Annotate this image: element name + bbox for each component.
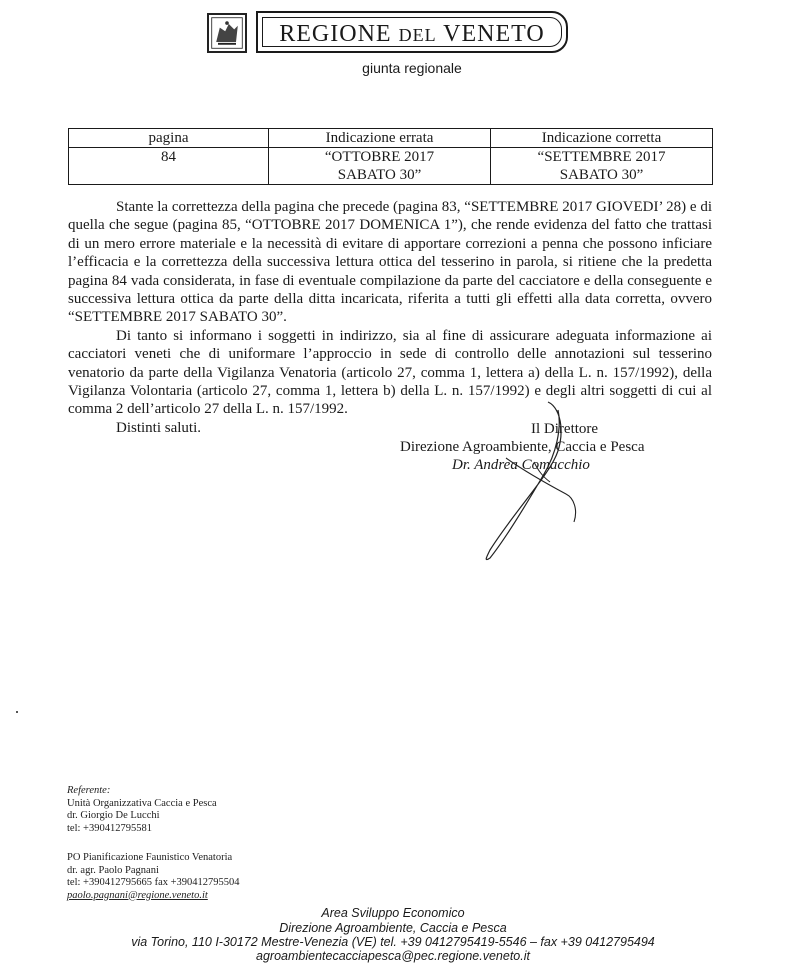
po-unit: PO Pianificazione Faunistico Venatoria — [67, 852, 233, 863]
margin-mark — [16, 711, 18, 713]
table-row — [69, 148, 713, 185]
referente-person: dr. Giorgio De Lucchi — [67, 810, 160, 821]
correct-line-1: “SETTEMBRE 2017 — [537, 149, 666, 165]
closing: Distinti saluti. — [116, 419, 202, 436]
table-cell-wrong — [269, 148, 491, 185]
org-subtitle: giunta regionale — [362, 60, 462, 76]
footer-direction: Direzione Agroambiente, Caccia e Pesca — [279, 921, 507, 935]
table-header-row — [69, 129, 713, 148]
handwritten-signature — [470, 398, 590, 568]
footer-address: via Torino, 110 I-30172 Mestre-Venezia (VE) tel. +39 0412795419-5546 – fax +39 0412795494 — [131, 935, 655, 949]
referente-tel: tel: +390412795581 — [67, 822, 152, 834]
referente-block — [67, 785, 217, 835]
table-header-correct: Indicazione corretta — [491, 129, 713, 148]
referente-unit: Unità Organizzativa Caccia e Pesca — [67, 797, 217, 809]
po-tel: tel: +390412795665 fax +390412795504 — [67, 877, 240, 888]
table-header-wrong: Indicazione errata — [269, 129, 491, 148]
paragraph-1: Stante la correttezza della pagina che precede (pagina 83, “SETTEMBRE 2017 GIOVEDI’ 28) e di quella che segue (pagina 85, “OTTOBRE 2017 DOMENICA 1”), che rende evidenza del fatto che trattasi di un mero errore materiale e la necessità di evitare di apportare correzioni a penna che possono inficiare l’efficacia e la correttezza della successiva lettura ottica del tesserino in parola, si ritiene che la predetta pagina 84 vada considerata, in fase di eventuale compilazione da parte del cacciatore e della conseguente e successiva lettura ottica da parte della ditta incaricata, riferita a tutti gli effetti alla data corretta, ovvero “SETTEMBRE 2017 SABATO 30”. — [68, 199, 712, 326]
correction-table — [68, 128, 713, 185]
wrong-line-1: “OTTOBRE 2017 — [324, 149, 435, 165]
letter-body — [68, 198, 712, 437]
referente-label: Referente: — [67, 785, 111, 796]
table-cell-page: 84 — [69, 148, 269, 185]
org-title-end: VENETO — [443, 21, 545, 47]
org-title-small: DEL — [398, 25, 437, 45]
footer-area: Area Sviluppo Economico — [321, 906, 465, 920]
org-title-box — [256, 11, 568, 53]
po-email-link[interactable]: paolo.pagnani@regione.veneto.it — [67, 889, 208, 901]
table-cell-correct — [491, 148, 713, 185]
org-title — [258, 21, 566, 48]
org-title-main: REGIONE — [279, 21, 392, 47]
wrong-line-2: SABATO 30” — [337, 167, 422, 183]
po-person: dr. agr. Paolo Pagnani — [67, 864, 159, 876]
signature-role: Il Direttore — [531, 421, 599, 437]
table-header-page: pagina — [69, 129, 269, 148]
regione-seal-icon — [207, 13, 247, 53]
paragraph-2: Di tanto si informano i soggetti in indirizzo, sia al fine di assicurare adeguata informazione ai cacciatori veneti che di uniformare l’approccio in sede di controllo delle annotazioni sul tesserino venatorio da parte della Vigilanza Venatoria (articolo 27, comma 1, lettera a) della L. n. 157/1992), della Vigilanza Volontaria (articolo 27, comma 1, lettera b) della L. n. 157/1992) e degli altri soggetti di cui al comma 2 dell’articolo 27 della L. n. 157/1992. — [68, 327, 712, 418]
signature-name: Dr. Andrea Comacchio — [452, 457, 590, 473]
po-block — [67, 852, 240, 902]
correct-line-2: SABATO 30” — [559, 167, 644, 183]
signature-department: Direzione Agroambiente, Caccia e Pesca — [400, 439, 645, 455]
footer-pec[interactable]: agroambientecacciapesca@pec.regione.veneto.it — [256, 949, 530, 963]
